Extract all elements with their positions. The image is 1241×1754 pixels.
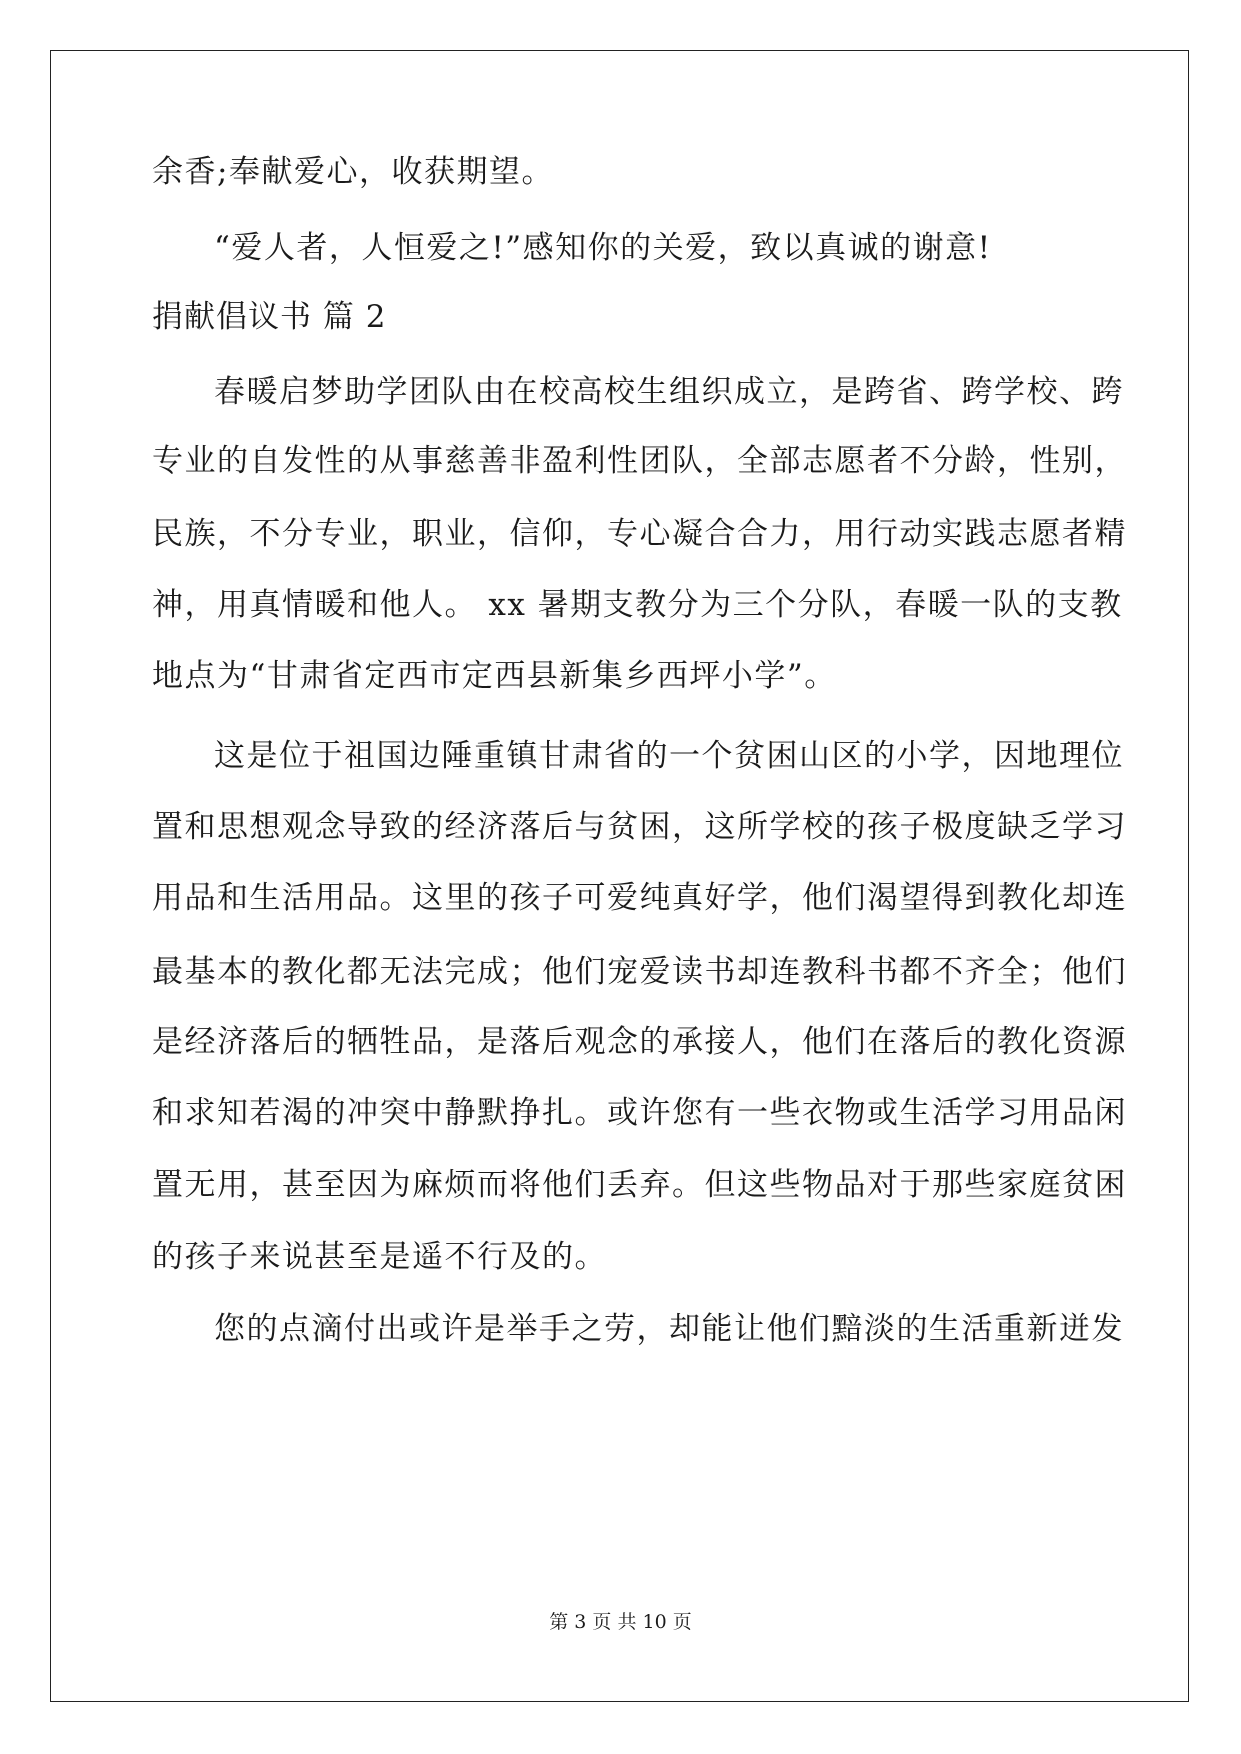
text-line: 专业的自发性的从事慈善非盈利性团队，全部志愿者不分龄，性别， [152, 443, 1127, 479]
text-line: 的孩子来说甚至是遥不行及的。 [152, 1239, 607, 1275]
page-footer: 第 3 页 共 10 页 [549, 1611, 692, 1633]
text-line: 地点为“甘肃省定西市定西县新集乡西坪小学”。 [152, 658, 837, 694]
text-line: 这是位于祖国边陲重镇甘肃省的一个贫困山区的小学，因地理位 [214, 738, 1124, 774]
text-line: 用品和生活用品。这里的孩子可爱纯真好学，他们渴望得到教化却连 [152, 880, 1127, 916]
text-line: 置和思想观念导致的经济落后与贫困，这所学校的孩子极度缺乏学习 [152, 809, 1127, 845]
text-line: “爱人者，人恒爱之!”感知你的关爱，致以真诚的谢意! [214, 230, 992, 266]
text-line: 神，用真情暖和他人。 xx 暑期支教分为三个分队，春暖一队的支教 [152, 587, 1123, 623]
text-line: 和求知若渴的冲突中静默挣扎。或许您有一些衣物或生活学习用品闲 [152, 1095, 1127, 1131]
text-line: 余香;奉献爱心，收获期望。 [152, 154, 554, 190]
text-line: 最基本的教化都无法完成；他们宠爱读书却连教科书都不齐全；他们 [152, 954, 1127, 990]
text-line: 是经济落后的牺牲品，是落后观念的承接人，他们在落后的教化资源 [152, 1024, 1127, 1060]
text-line: 您的点滴付出或许是举手之劳，却能让他们黯淡的生活重新迸发 [214, 1311, 1124, 1347]
text-line: 民族，不分专业，职业，信仰，专心凝合合力，用行动实践志愿者精 [152, 516, 1127, 552]
section-heading: 捐献倡议书 篇 2 [152, 299, 387, 335]
text-line: 置无用，甚至因为麻烦而将他们丢弃。但这些物品对于那些家庭贫困 [152, 1167, 1127, 1203]
text-line: 春暖启梦助学团队由在校高校生组织成立，是跨省、跨学校、跨 [214, 374, 1124, 410]
